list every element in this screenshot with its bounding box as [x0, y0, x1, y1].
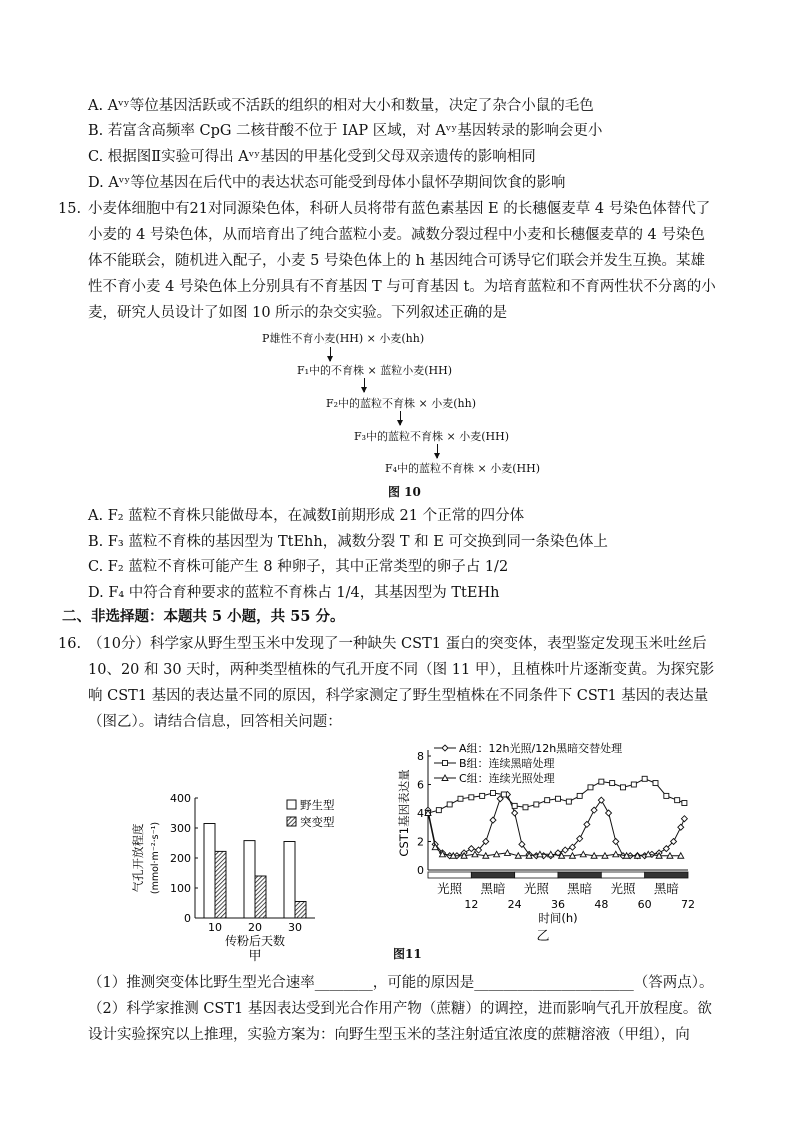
- q16-sub-1: （1）推测突变体比野生型光合速率________，可能的原因是______________________（答两点）。: [88, 975, 714, 991]
- y-tick-label: 400: [170, 792, 191, 805]
- q15-option-d: D. F₄ 中符合育种要求的蓝粒不育株占 1/4，其基因型为 TtEHh: [88, 585, 500, 601]
- x-axis-label: 时间(h): [538, 911, 578, 925]
- point-a: [512, 810, 518, 816]
- section-title: 二、非选择题：本题共 5 小题，共 55 分。: [62, 608, 345, 625]
- q15-line-5: 麦，研究人员设计了如图 10 所示的杂交实验。下列叙述正确的是: [88, 305, 508, 321]
- q15-line-3: 体不能联会，随机进入配子，小麦 5 号染色体上的 h 基因纯合可诱导它们联会并发生互换。某雄: [88, 253, 705, 269]
- q14-option-d: D. Aᵛʸ等位基因在后代中的表达状态可能受到母体小鼠怀孕期间饮食的影响: [88, 175, 566, 191]
- flow-arrow-2: [364, 378, 365, 392]
- point-b: [577, 793, 582, 798]
- flow-step-f3: F₃中的蓝粒不育株 × 小麦(HH): [354, 430, 510, 443]
- period-bar-2: [515, 872, 558, 878]
- y-axis-label: CST1基因表达量: [397, 769, 411, 857]
- period-bar-5: [645, 872, 688, 878]
- point-b: [491, 791, 496, 796]
- figure-11-caption: 图11: [393, 947, 422, 961]
- bar-wildtype-30: [284, 842, 295, 919]
- y-tick-label: 2: [417, 835, 424, 849]
- bar-wildtype-20: [244, 841, 255, 918]
- series-line-a: [428, 795, 684, 856]
- period-label: 黑暗: [653, 881, 679, 896]
- point-b: [458, 796, 463, 801]
- point-a: [613, 839, 619, 845]
- point-b: [436, 808, 441, 813]
- point-b: [501, 792, 506, 797]
- flow-step-p: P雄性不育小麦(HH) × 小麦(hh): [262, 332, 425, 345]
- legend-swatch-0: [287, 800, 296, 809]
- bar-mutant-20: [255, 876, 266, 918]
- q14-option-a: A. Aᵛʸ等位基因活跃或不活跃的组织的相对大小和数量，决定了杂合小鼠的毛色: [88, 98, 594, 114]
- series-line-c: [428, 813, 681, 856]
- figure-10-caption: 图 10: [388, 485, 421, 499]
- x-tick-label: 60: [637, 898, 652, 911]
- q15-line-2: 小麦的 4 号染色体，从而培育出了纯合蓝粒小麦。减数分裂过程中小麦和长穗偃麦草的 4 号染色: [88, 227, 705, 243]
- point-b: [682, 801, 687, 806]
- point-a: [562, 847, 568, 853]
- legend-label-1: 突变型: [300, 815, 335, 829]
- point-b: [523, 805, 528, 810]
- bar-wildtype-10: [204, 824, 215, 919]
- q15-option-b: B. F₃ 蓝粒不育株的基因型为 TtEhh，减数分裂 T 和 E 可交换到同一条染色体上: [88, 534, 608, 550]
- legend-marker-b: [443, 761, 448, 766]
- x-tick-label: 48: [594, 898, 609, 911]
- y-tick-label: 4: [417, 807, 424, 820]
- flow-arrow-3: [400, 411, 401, 425]
- point-a: [681, 816, 687, 822]
- point-b: [588, 785, 593, 790]
- q16-line-2: 10、20 和 30 天时，两种类型植株的气孔开度不同（图 11 甲），且植株叶片逐渐变黄。为探究影: [88, 662, 715, 678]
- legend-label-a: A组：12h光照/12h黑暗交替处理: [459, 742, 623, 755]
- x-tick-label: 36: [551, 898, 565, 911]
- point-b: [610, 781, 615, 786]
- legend-label-c: C组：连续光照处理: [459, 772, 555, 785]
- point-a: [678, 824, 684, 830]
- point-b: [599, 779, 604, 784]
- period-bar-3: [558, 872, 601, 878]
- panel-label: 乙: [536, 929, 550, 944]
- q16-line-4: （图乙）。请结合信息，回答相关问题：: [88, 714, 342, 730]
- y-tick-label: 0: [417, 864, 424, 877]
- point-b: [675, 798, 680, 803]
- legend-swatch-1: [287, 817, 296, 826]
- q15-line-1: 小麦体细胞中有21对同源染色体，科研人员将带有蓝色素基因 E 的长穗偃麦草 4 号染色体替代了: [88, 201, 711, 217]
- q16-number: 16.: [58, 636, 82, 652]
- flow-step-f4: F₄中的蓝粒不育株 × 小麦(HH): [385, 462, 541, 475]
- x-tick-label: 20: [248, 921, 262, 934]
- period-bar-1: [471, 872, 514, 878]
- period-label: 黑暗: [480, 881, 506, 896]
- x-tick-label: 24: [507, 898, 522, 911]
- legend-label-b: B组：连续黑暗处理: [459, 757, 555, 770]
- point-a: [606, 810, 612, 816]
- point-c: [580, 851, 586, 857]
- y-axis-unit: (mmol·m⁻²·s⁻¹): [150, 821, 161, 895]
- flow-step-f2: F₂中的蓝粒不育株 × 小麦(hh): [326, 397, 477, 410]
- point-b: [566, 799, 571, 804]
- q16-line-3: 响 CST1 基因的表达量不同的原因，科学家测定了野生型植株在不同条件下 CST1 基因的表达量: [88, 688, 709, 704]
- y-tick-label: 200: [170, 852, 191, 865]
- chart-cst1-expression: [360, 738, 700, 943]
- point-b: [556, 796, 561, 801]
- point-b: [469, 795, 474, 800]
- point-b: [447, 802, 452, 807]
- q16-sub-2-line-1: （2）科学家推测 CST1 基因表达受到光合作用产物（蔗糖）的调控，进而影响气孔开放程度。欲: [88, 1001, 712, 1017]
- period-bar-0: [428, 872, 471, 878]
- point-b: [534, 802, 539, 807]
- point-b: [653, 781, 658, 786]
- point-c: [613, 851, 619, 857]
- x-tick-label: 30: [288, 921, 302, 934]
- y-tick-label: 300: [170, 822, 191, 835]
- legend-label-0: 野生型: [300, 798, 335, 812]
- period-label: 光照: [437, 881, 463, 896]
- point-b: [631, 782, 636, 787]
- point-b: [642, 776, 647, 781]
- point-b: [545, 798, 550, 803]
- flow-step-f1: F₁中的不育株 × 蓝粒小麦(HH): [297, 364, 453, 377]
- x-tick-label: 72: [681, 898, 695, 911]
- y-tick-label: 6: [417, 778, 424, 792]
- q16-line-1: （10分）科学家从野生型玉米中发现了一种缺失 CST1 蛋白的突变体，表型鉴定发现玉米吐丝后: [88, 636, 707, 652]
- x-axis-label: 传粉后天数: [224, 934, 286, 948]
- q15-option-a: A. F₂ 蓝粒不育株只能做母本，在减数Ⅰ前期形成 21 个正常的四分体: [88, 508, 525, 524]
- q14-option-b: B. 若富含高频率 CpG 二核苷酸不位于 IAP 区域，对 Aᵛʸ基因转录的影响会更小: [88, 123, 603, 139]
- flow-arrow-1: [330, 347, 331, 361]
- point-b: [664, 793, 669, 798]
- y-tick-label: 100: [170, 882, 191, 895]
- q16-sub-2-line-2: 设计实验探究以上推理，实验方案为：向野生型玉米的茎注射适宜浓度的蔗糖溶液（甲组），向: [88, 1027, 690, 1043]
- q15-number: 15.: [58, 201, 82, 217]
- point-a: [584, 821, 590, 827]
- q15-line-4: 性不育小麦 4 号染色体上分别具有不育基因 T 与可育基因 t。为培育蓝粒和不育两性状不分离的小: [88, 279, 716, 295]
- period-label: 光照: [610, 881, 636, 896]
- period-bar-4: [601, 872, 644, 878]
- legend-marker-a: [442, 745, 448, 751]
- point-b: [621, 785, 626, 790]
- point-b: [480, 793, 485, 798]
- y-axis-label: 气孔开放程度: [131, 823, 145, 893]
- point-c: [504, 850, 510, 856]
- period-label: 黑暗: [567, 881, 593, 896]
- x-tick-label: 10: [208, 921, 222, 934]
- panel-label: 甲: [248, 949, 262, 964]
- point-a: [490, 817, 496, 823]
- period-label: 光照: [523, 881, 549, 896]
- bar-mutant-10: [215, 851, 226, 918]
- x-tick-label: 12: [464, 898, 479, 911]
- flow-arrow-4: [437, 444, 438, 458]
- point-b: [512, 803, 517, 808]
- q15-option-c: C. F₂ 蓝粒不育株可能产生 8 种卵子，其中正常类型的卵子占 1/2: [88, 559, 509, 575]
- y-tick-label: 0: [184, 912, 191, 925]
- bar-mutant-30: [295, 902, 306, 919]
- y-tick-label: 8: [417, 750, 424, 763]
- point-a: [468, 846, 474, 852]
- chart-stomatal-opening: [120, 780, 380, 964]
- q14-option-c: C. 根据图Ⅱ实验可得出 Aᵛʸ基因的甲基化受到父母双亲遗传的影响相同: [88, 149, 536, 165]
